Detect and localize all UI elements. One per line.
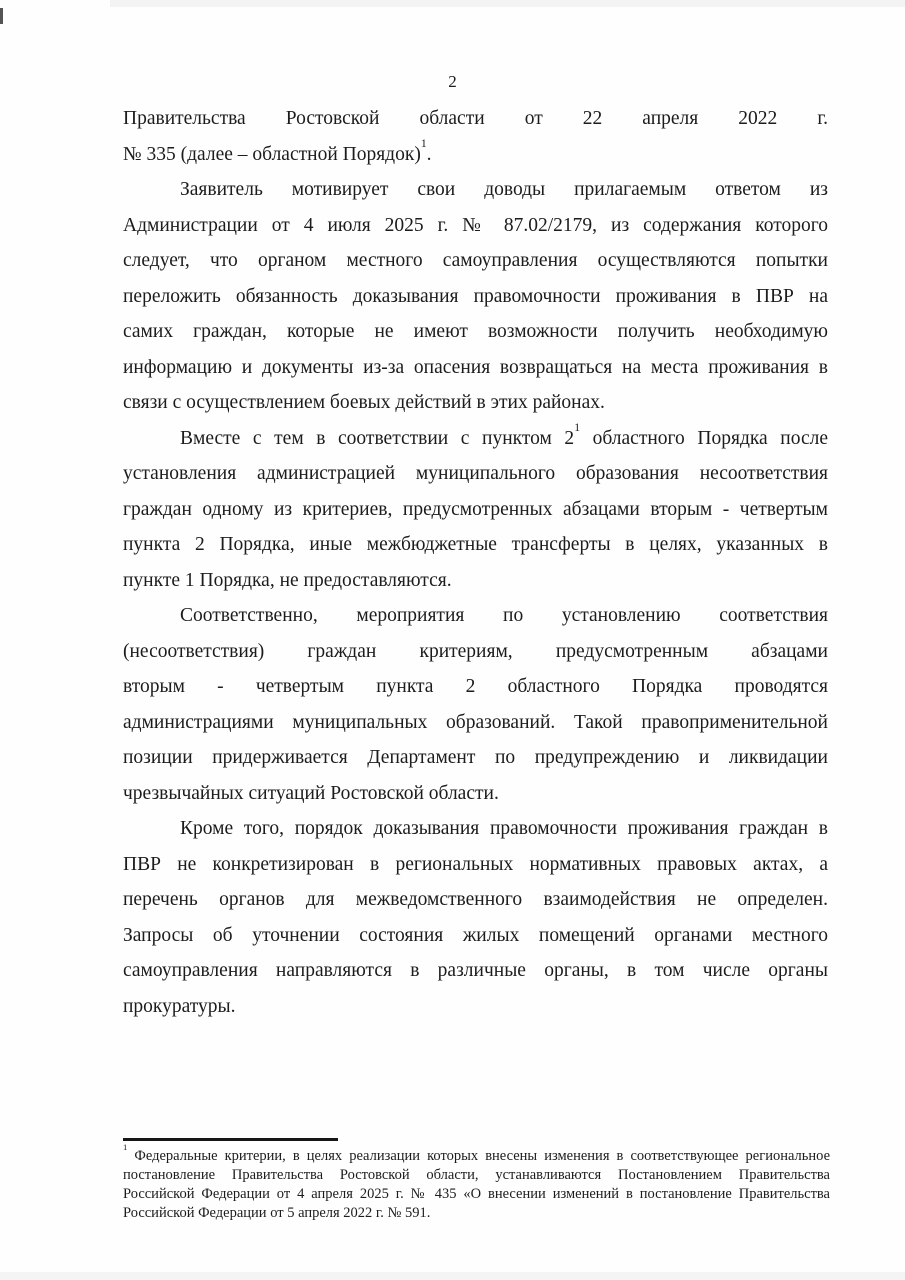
text-run: Вместе с тем в соответствии с пунктом 2	[180, 427, 575, 449]
text-run: (несоответствия) граждан критериям, предусмотренным абзацами	[123, 640, 828, 662]
paragraph	[123, 811, 828, 1024]
footnote-marker: 1	[574, 420, 581, 434]
scan-artifact-top	[110, 0, 905, 7]
text-line	[123, 847, 828, 883]
text-line	[123, 527, 828, 563]
text-run: самих граждан, которые не имеют возможности получить необходимую	[123, 321, 828, 342]
text-line	[123, 421, 828, 457]
text-line	[123, 172, 828, 208]
text-line	[123, 314, 828, 350]
scan-artifact-tick	[0, 8, 3, 24]
text-run: Российской Федерации от 4 апреля 2025 г. № 435 «О внесении изменений в постановление Правительства	[123, 1186, 830, 1202]
text-run: Заявитель мотивирует свои доводы прилагаемым ответом из	[180, 179, 828, 200]
text-run: самоуправления направляются в различные органы, в том числе органы	[123, 960, 828, 981]
text-run: связи с осуществлением боевых действий в этих районах.	[123, 392, 605, 413]
text-line	[123, 705, 828, 741]
text-run: вторым - четвертым пункта 2 областного Порядка проводятся	[123, 676, 828, 697]
text-line	[123, 563, 828, 599]
text-line	[123, 989, 828, 1025]
text-line	[123, 740, 828, 776]
text-run: информацию и документы из-за опасения возвращаться на места проживания в	[123, 356, 828, 378]
paragraph	[123, 101, 828, 172]
text-run: Федеральные критерии, в целях реализации которых внесены изменения в соответствующее региональное	[127, 1148, 830, 1164]
text-run: установления администрацией муниципального образования несоответствия	[123, 463, 828, 484]
text-run: ПВР не конкретизирован в региональных нормативных правовых актах, а	[123, 853, 828, 875]
text-run: .	[426, 143, 432, 165]
text-run: Кроме того, порядок доказывания правомочности проживания граждан в	[180, 818, 828, 839]
paragraph	[123, 598, 828, 811]
paragraph	[123, 421, 828, 599]
text-line	[123, 492, 828, 528]
text-line	[123, 953, 828, 989]
text-line	[123, 882, 828, 918]
text-run: граждан одному из критериев, предусмотренных абзацами вторым - четвертым	[123, 498, 828, 520]
text-run: пункта 2 Порядка, иные межбюджетные трансферты в целях, указанных в	[123, 534, 828, 555]
text-run: постановление Правительства Ростовской области, устанавливаются Постановлением Правительства	[123, 1167, 830, 1183]
text-run: перечень органов для межведомственного взаимодействия не определен.	[123, 889, 828, 910]
text-run: № 335 (далее – областной Порядок)	[123, 143, 421, 165]
text-line	[123, 1185, 830, 1204]
text-run: Правительства Ростовской области от 22 апреля 2022 г.	[123, 108, 828, 129]
text-line	[123, 918, 828, 954]
text-line	[123, 811, 828, 847]
footnote-marker: 1	[420, 136, 427, 150]
text-line	[123, 1166, 830, 1185]
text-run: Запросы об уточнении состояния жилых помещений органами местного	[123, 924, 828, 946]
text-run: следует, что органом местного самоуправления осуществляются попытки	[123, 250, 828, 271]
text-line	[123, 279, 828, 315]
text-line	[123, 634, 828, 670]
text-run: Администрации от 4 июля 2025 г. № 87.02/2179, из содержания которого	[123, 214, 828, 236]
text-line	[123, 208, 828, 244]
text-line	[123, 669, 828, 705]
text-run: Российской Федерации от 5 апреля 2022 г. № 591.	[123, 1205, 431, 1221]
footnote	[123, 1142, 830, 1223]
text-run: прокуратуры.	[123, 995, 236, 1017]
text-line	[123, 101, 828, 137]
text-line	[123, 137, 828, 173]
footnote-separator	[123, 1138, 338, 1141]
text-run: Соответственно, мероприятия по установлению соответствия	[180, 605, 828, 626]
text-run: пункте 1 Порядка, не предоставляются.	[123, 569, 452, 591]
text-line	[123, 1142, 830, 1166]
scan-artifact-bottom	[0, 1272, 905, 1280]
text-run: чрезвычайных ситуаций Ростовской области.	[123, 782, 499, 804]
text-line	[123, 776, 828, 812]
paragraph	[123, 172, 828, 421]
text-line	[123, 350, 828, 386]
text-run: позиции придерживается Департамент по предупреждению и ликвидации	[123, 747, 828, 768]
footnote-marker: 1	[123, 1142, 128, 1153]
text-line	[123, 456, 828, 492]
page-number: 2	[448, 72, 457, 91]
text-run: администрациями муниципальных образований. Такой правоприменительной	[123, 711, 828, 733]
text-run: переложить обязанность доказывания правомочности проживания в ПВР на	[123, 285, 828, 307]
text-line	[123, 385, 828, 421]
text-line	[123, 598, 828, 634]
text-run: областного Порядка после	[580, 427, 828, 449]
document-body	[123, 101, 828, 1024]
text-line	[123, 243, 828, 279]
text-line	[123, 1204, 830, 1223]
